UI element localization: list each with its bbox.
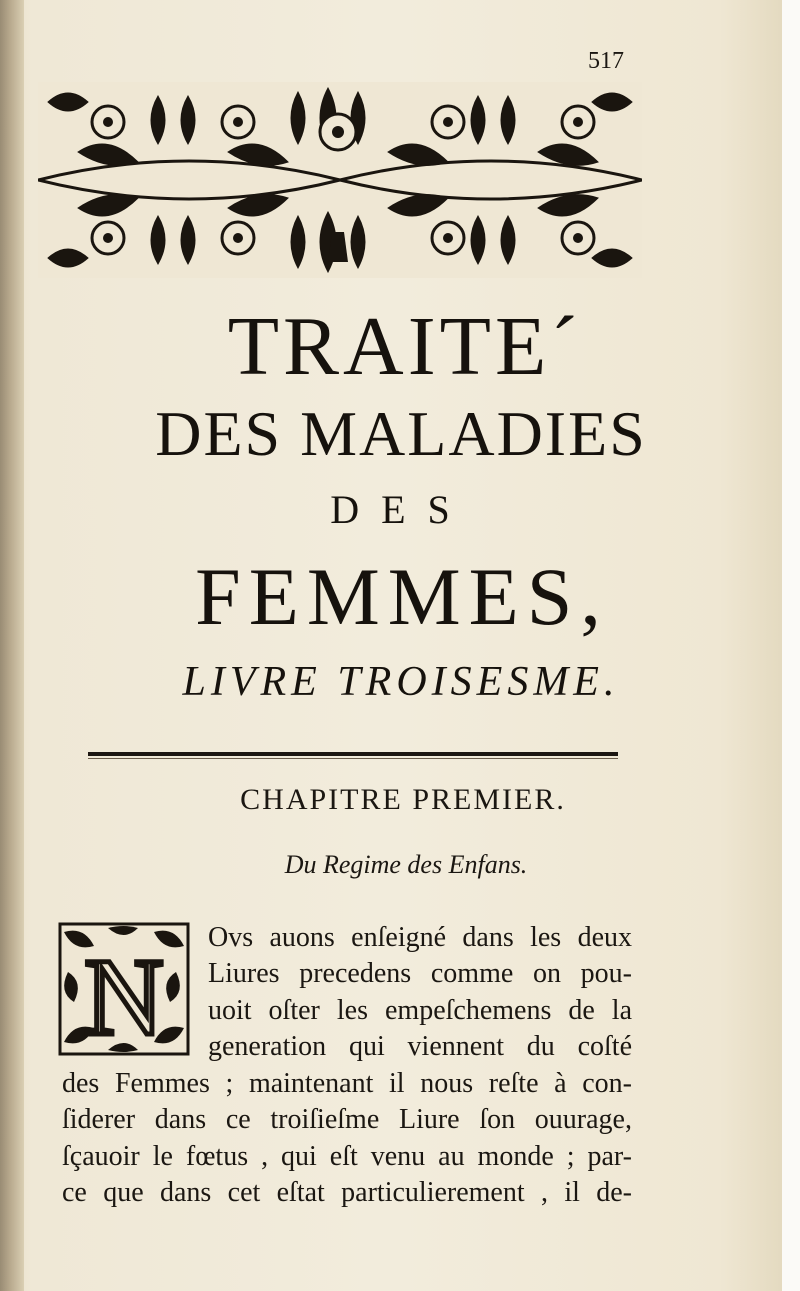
chapter-heading: CHAPITRE PREMIER.	[240, 783, 566, 816]
title-line-livre-troisesme: LIVRE TROISESME.	[182, 659, 620, 705]
body-line-7: ſçauoir le fœtus , qui eſt venu au monde ; par-	[62, 1141, 632, 1172]
body-line-8: ce que dans cet eſtat particulierement , il de-	[62, 1177, 632, 1208]
decorated-initial-n	[58, 922, 190, 1056]
body-line-2: Liures precedens comme on pou-	[208, 958, 632, 989]
body-line-3: uoit oſter les empeſchemens de la	[208, 995, 632, 1026]
chapter-subtitle: Du Regime des Enfans.	[284, 850, 528, 879]
title-line-des: DES	[330, 487, 472, 532]
page-number: 517	[588, 48, 624, 74]
page-gutter-shadow	[0, 0, 24, 1291]
horizontal-rule	[88, 752, 618, 756]
drop-cap-letter: N	[84, 936, 164, 1056]
horizontal-rule-thin	[88, 758, 618, 759]
title-line-femmes: FEMMES,	[195, 551, 609, 642]
body-line-4: generation qui viennent du coſté	[208, 1031, 632, 1062]
title-line-traite: TRAITE´	[227, 300, 583, 393]
body-line-1: Ovs auons enſeigné dans les deux	[208, 922, 632, 953]
floral-headpiece-ornament	[38, 82, 642, 278]
body-line-6: ſiderer dans ce troiſieſme Liure ſon ouurage,	[62, 1104, 632, 1135]
body-line-5: des Femmes ; maintenant il nous reſte à con-	[62, 1068, 632, 1099]
title-line-des-maladies: DES MALADIES	[155, 398, 647, 469]
